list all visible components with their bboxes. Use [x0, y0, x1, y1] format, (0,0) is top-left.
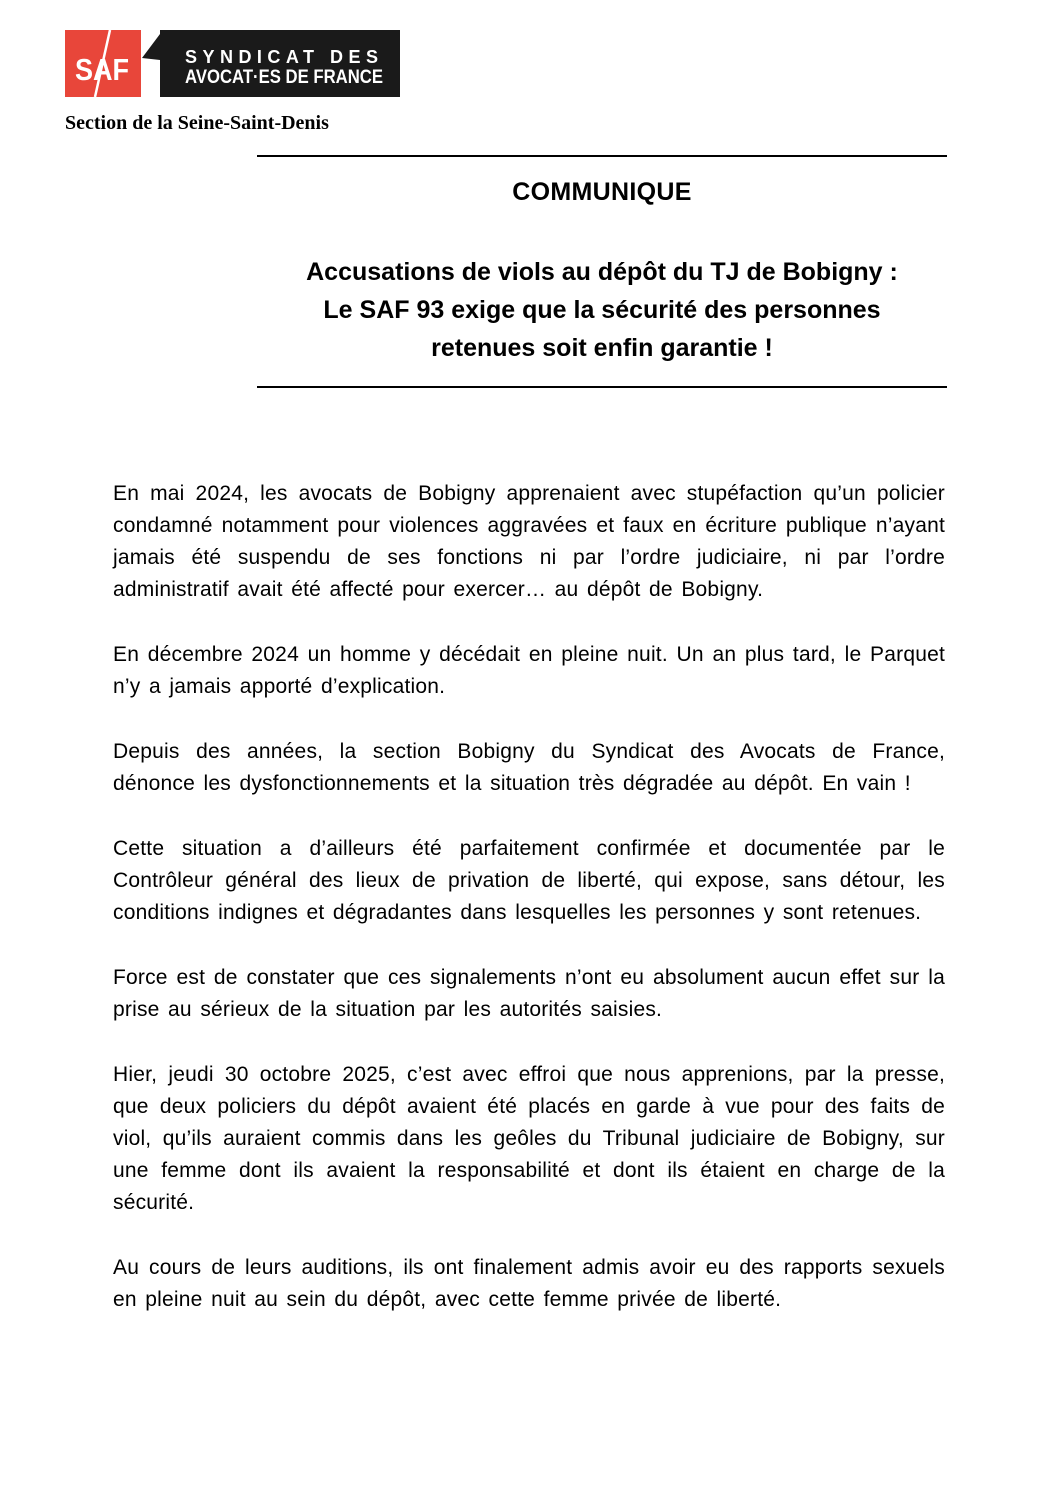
saf-logo [65, 28, 405, 98]
paragraph-1: En mai 2024, les avocats de Bobigny apprenaient avec stupéfaction qu’un policier condamné notamment pour violences aggravées et faux en écriture publique n’ayant jamais été suspendu de ses fonctions ni par l’ordre judiciaire, ni par l’ordre administratif avait été affecté pour exercer… au dépôt de Bobigny. [113, 482, 945, 601]
paragraph-3: Depuis des années, la section Bobigny du Syndicat des Avocats de France, dénonce les dysfonctionnements et la situation très dégradée au dépôt. En vain ! [113, 740, 945, 795]
section-subtitle: Section de la Seine-Saint-Denis [65, 112, 329, 134]
title-block [257, 155, 947, 388]
title-line-2: Le SAF 93 exige que la sécurité des personnes [323, 296, 881, 324]
paragraph-5: Force est de constater que ces signalements n’ont eu absolument aucun effet sur la prise au sérieux de la situation par les autorités saisies. [113, 966, 945, 1021]
paragraph-2: En décembre 2024 un homme y décédait en pleine nuit. Un an plus tard, le Parquet n’y a jamais apporté d’explication. [113, 643, 945, 698]
paragraph-6: Hier, jeudi 30 octobre 2025, c’est avec effroi que nous apprenions, par la presse, que deux policiers du dépôt avaient été placés en garde à vue pour des faits de viol, qu’ils auraient commis dans les geôles du Tribunal judiciaire de Bobigny, sur une femme dont ils avaient la responsabilité et dont ils étaient en charge de la sécurité. [113, 1063, 945, 1214]
logo-org-name-line2: AVOCAT·ES DE FRANCE [185, 66, 383, 88]
title-line-3: retenues soit enfin garantie ! [431, 334, 773, 362]
logo-acronym: SAF [75, 52, 129, 87]
title-line-1: Accusations de viols au dépôt du TJ de Bobigny : [306, 258, 898, 286]
communique-heading: COMMUNIQUE [512, 178, 692, 206]
paragraph-4: Cette situation a d’ailleurs été parfaitement confirmée et documentée par le Contrôleur général des lieux de privation de liberté, qui expose, sans détour, les conditions indignes et dégradantes dans lesquelles les personnes y sont retenues. [113, 837, 945, 924]
logo-org-name-line1: SYNDICAT DES [185, 47, 378, 67]
logo-speech-bubble-tail [142, 34, 160, 60]
paragraph-7: Au cours de leurs auditions, ils ont finalement admis avoir eu des rapports sexuels en pleine nuit au sein du dépôt, avec cette femme privée de liberté. [113, 1256, 945, 1311]
body-text [113, 478, 945, 1349]
document-title [257, 253, 947, 367]
